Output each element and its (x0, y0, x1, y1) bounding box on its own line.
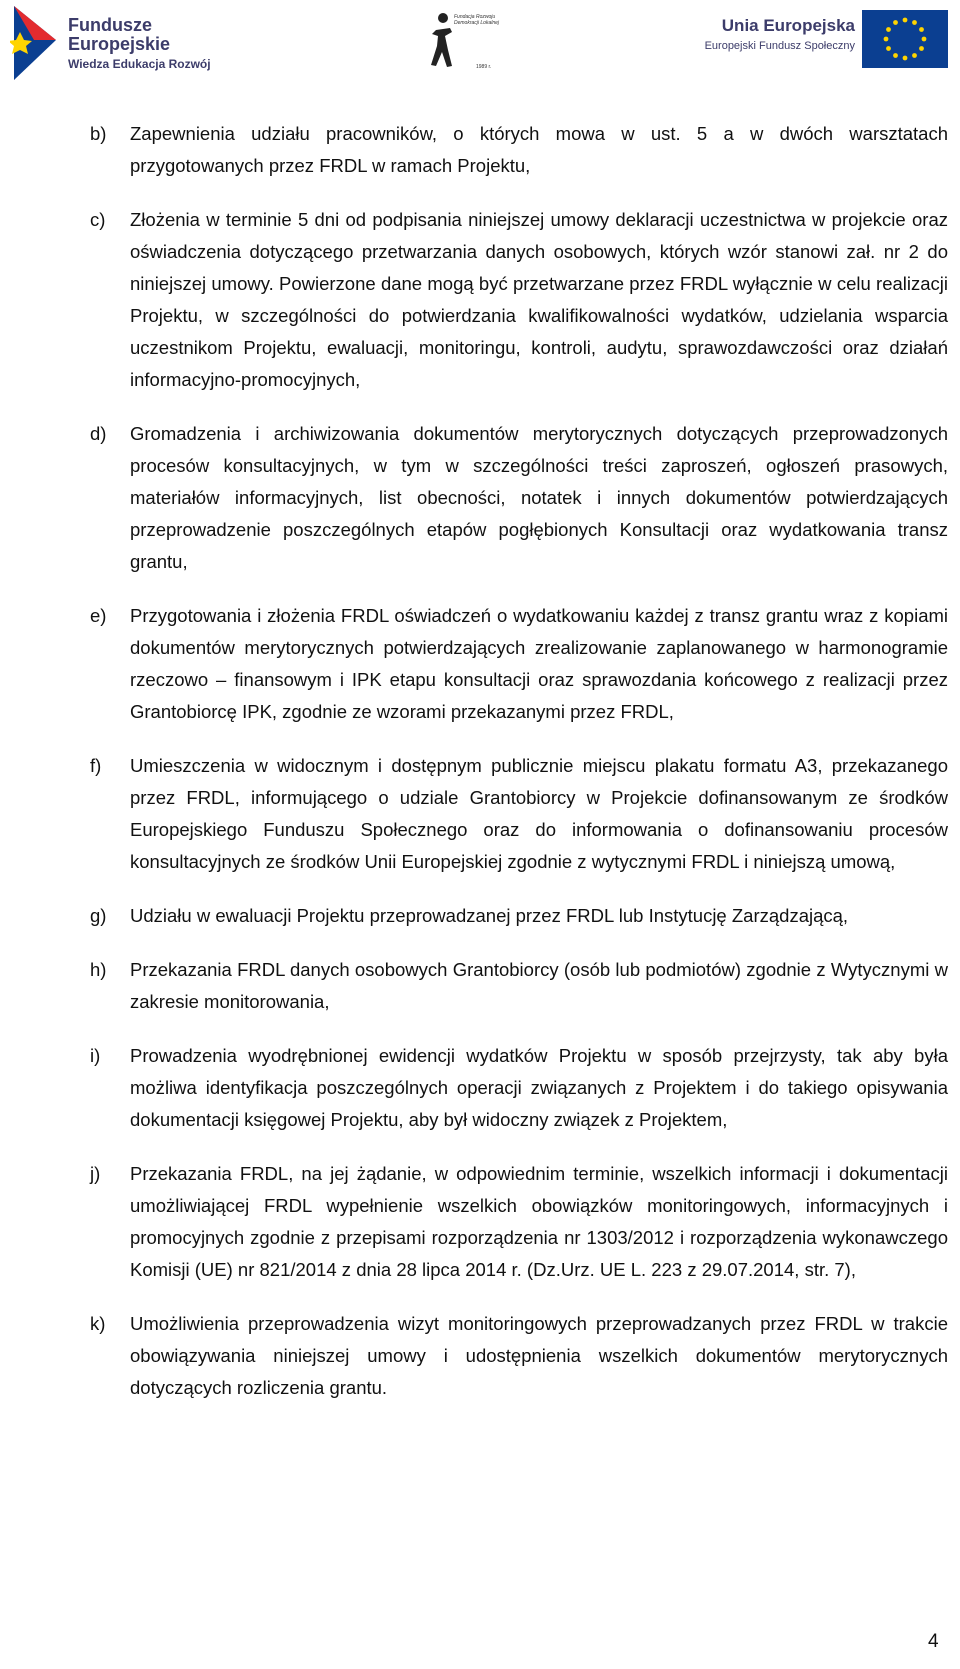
list-item (90, 418, 948, 578)
ue-title: Unia Europejska (721, 16, 855, 35)
list-item-label: g) (90, 905, 107, 926)
list-item-text: Umożliwienia przeprowadzenia wizyt monitoringowych przeprowadzanych przez FRDL w trakcie obowiązywania niniejszej umowy i udostępnienia wszelkich dokumentów merytorycznych dotyczących rozliczenia grantu. (130, 1313, 948, 1398)
list-item-label: j) (90, 1163, 101, 1184)
list-item-label: k) (90, 1313, 106, 1334)
list-item-label: c) (90, 209, 106, 230)
list-item (90, 1040, 948, 1136)
list-item-text: Przekazania FRDL, na jej żądanie, w odpowiednim terminie, wszelkich informacji i dokumentacji umożliwiającej FRDL wypełnienie wszelkich obowiązków monitoringowych, informacyjnych i promocyjnych zgodnie z przepisami rozporządzenia nr 1303/2012 i rozporządzenia wykonawczego Komisji (UE) nr 821/2014 z dnia 28 lipca 2014 r. (Dz.Urz. UE L. 223 z 29.07.2014, str. 7), (130, 1163, 948, 1280)
fe-title-line2: Europejskie (68, 34, 171, 54)
list-item-text: Zapewnienia udziału pracowników, o których mowa w ust. 5 a w dwóch warsztatach przygotowanych przez FRDL w ramach Projektu, (130, 123, 948, 176)
list-item-text: Udziału w ewaluacji Projektu przeprowadzanej przez FRDL lub Instytucję Zarządzającą, (130, 905, 849, 926)
eu-flag-icon (862, 10, 948, 68)
list-item-text: Złożenia w terminie 5 dni od podpisania niniejszej umowy deklaracji uczestnictwa w projekcie oraz oświadczenia dotyczącego przetwarzania danych osobowych, których wzór stanowi zał. nr 2 do niniejszej umowy. Powierzone dane mogą być przetwarzane przez FRDL wyłącznie w celu realizacji Projektu, w szczególności do potwierdzania kwalifikowalności wydatków, udzielania wsparcia uczestnikom Projektu, ewaluacji, monitoringu, kontroli, audytu, sprawozdawczości oraz działań informacyjno-promocyjnych, (130, 209, 948, 390)
unia-europejska-logo (680, 10, 950, 70)
list-item (90, 1308, 948, 1404)
list-item-label: i) (90, 1045, 101, 1066)
list-item-text: Umieszczenia w widocznym i dostępnym publicznie miejscu plakatu formatu A3, przekazanego przez FRDL, informującego o udziale Grantobiorcy w Projekcie dofinansowanym ze środków Europejskiego Funduszu Społecznego oraz do informowania o dofinansowaniu procesów konsultacyjnych ze środków Unii Europejskiej zgodnie z wytycznymi FRDL i niniejszą umową, (130, 755, 948, 872)
document-body (90, 118, 948, 1426)
fundusze-europejskie-logo (10, 4, 230, 82)
fe-subtitle: Wiedza Edukacja Rozwój (68, 57, 211, 71)
page-header (0, 0, 960, 95)
list-item (90, 750, 948, 878)
list-item-text: Prowadzenia wyodrębnionej ewidencji wydatków Projektu w sposób przejrzysty, tak aby była możliwa identyfikacja poszczególnych operacji związanych z Projektem i do takiego opisywania dokumentacji księgowej Projektu, aby był widoczny związek z Projektem, (130, 1045, 948, 1130)
list-item (90, 1158, 948, 1286)
frdl-logo (430, 10, 508, 76)
fe-star-icon (10, 4, 68, 82)
list-item-label: b) (90, 123, 107, 144)
list-item (90, 600, 948, 728)
page-number: 4 (928, 1631, 939, 1652)
list-item-label: e) (90, 605, 107, 626)
frdl-figure-icon (430, 10, 454, 70)
ue-subtitle: Europejski Fundusz Społeczny (704, 40, 855, 52)
list-item-label: d) (90, 423, 107, 444)
frdl-logo-text: Fundacja Rozwoju Demokracji Lokalnej (454, 14, 500, 26)
list-item-label: h) (90, 959, 107, 980)
fe-title-line1: Fundusze (68, 15, 152, 35)
list-item-text: Przekazania FRDL danych osobowych Grantobiorcy (osób lub podmiotów) zgodnie z Wytycznymi w zakresie monitorowania, (130, 959, 948, 1012)
list-item-text: Gromadzenia i archiwizowania dokumentów merytorycznych dotyczących przeprowadzonych procesów konsultacyjnych, w tym w szczególności treści zaproszeń, ogłoszeń prasowych, materiałów informacyjnych, list obecności, notatek i innych dokumentów potwierdzających przeprowadzenie poszczególnych etapów pogłębionych Konsultacji oraz wydatkowania transz grantu, (130, 423, 948, 572)
list-item (90, 900, 948, 932)
list-item-text: Przygotowania i złożenia FRDL oświadczeń o wydatkowaniu każdej z transz grantu wraz z kopiami dokumentów merytorycznych potwierdzających zrealizowanie zaplanowanego w harmonogramie rzeczowo – finansowym i IPK etapu konsultacji oraz sprawozdania końcowego z realizacji przez Grantobiorcę IPK, zgodnie ze wzorami przekazanymi przez FRDL, (130, 605, 948, 722)
list-item (90, 954, 948, 1018)
list-item (90, 118, 948, 182)
list-item-label: f) (90, 755, 102, 776)
list-item (90, 204, 948, 396)
frdl-logo-year: 1989 r. (476, 64, 492, 70)
